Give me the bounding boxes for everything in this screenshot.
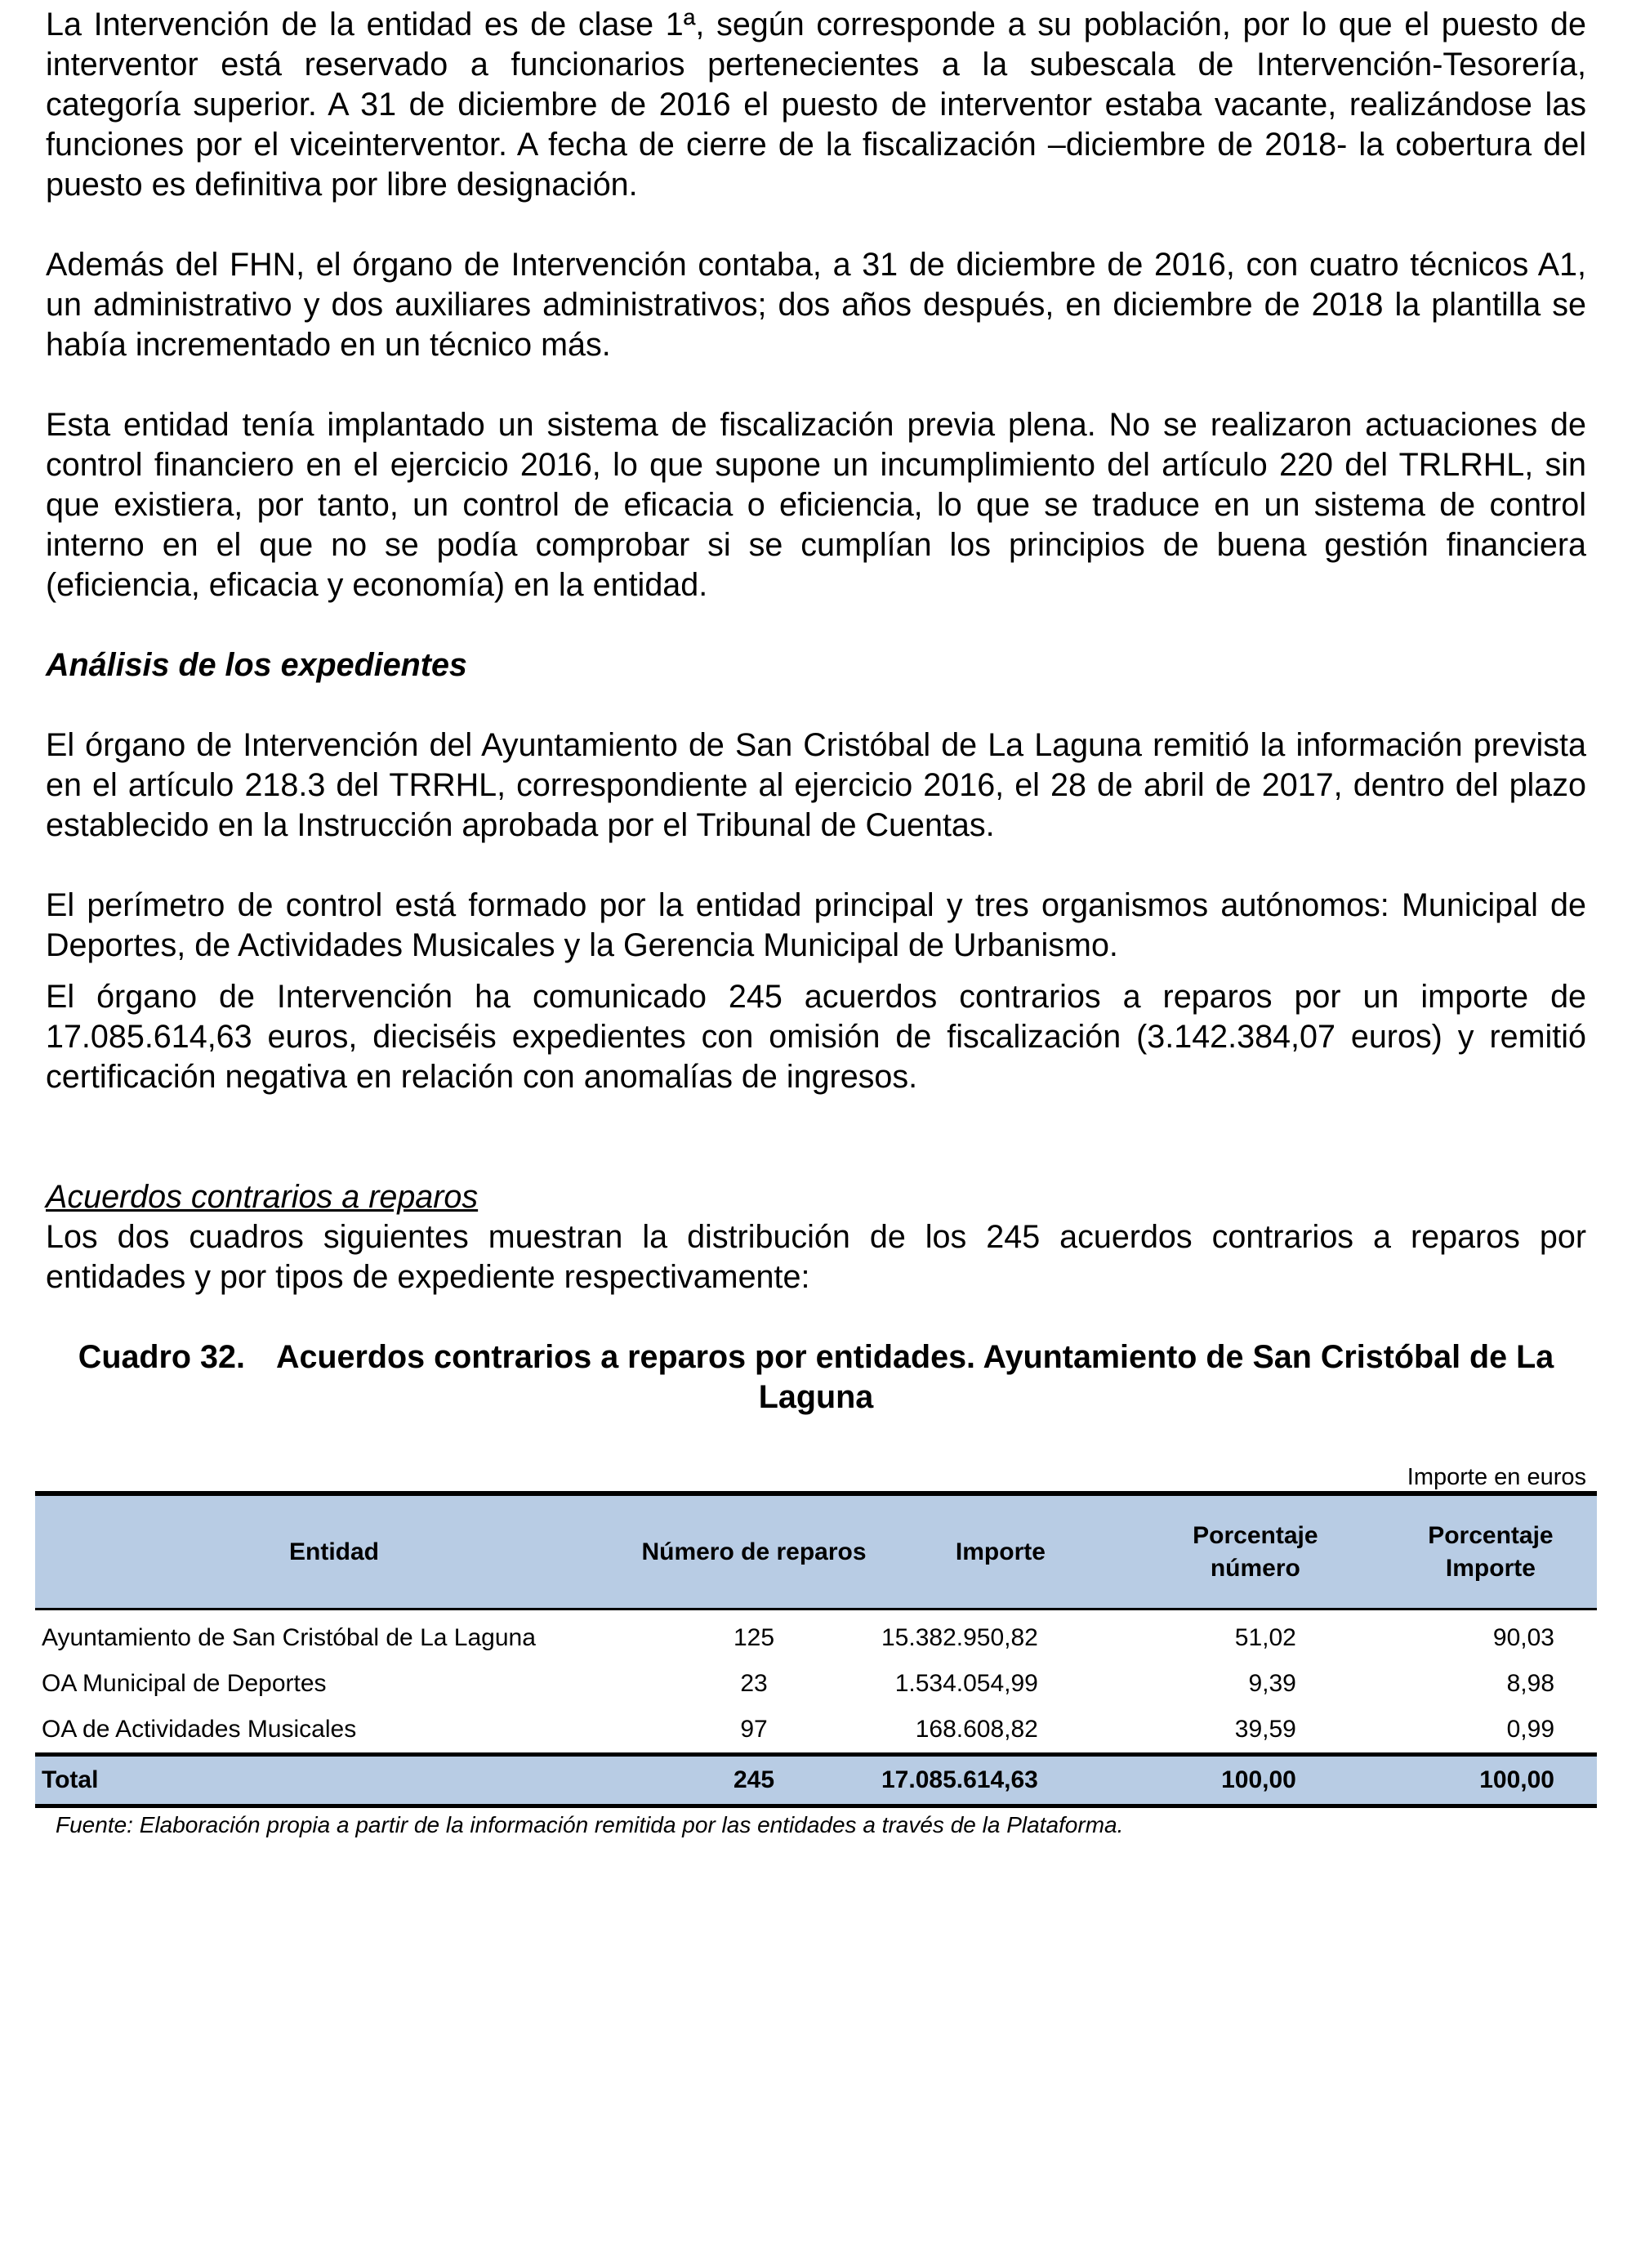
table-row xyxy=(35,1707,1597,1755)
total-pct-importe: 100,00 xyxy=(1385,1755,1597,1806)
cell-importe: 168.608,82 xyxy=(915,1716,1038,1743)
table-row xyxy=(35,1609,1597,1662)
unit-note: Importe en euros xyxy=(1407,1464,1586,1490)
header-entidad: Entidad xyxy=(35,1493,633,1609)
total-importe: 17.085.614,63 xyxy=(875,1755,1126,1806)
document-page xyxy=(42,0,1586,1839)
cell-numero: 97 xyxy=(740,1716,768,1743)
header-porcentaje-importe-line2: Importe xyxy=(1445,1554,1536,1582)
table-caption-text: Acuerdos contrarios a reparos por entidades. Ayuntamiento de San Cristóbal de La Laguna xyxy=(275,1339,1554,1415)
header-porcentaje-importe xyxy=(1385,1493,1597,1609)
cell-entidad: OA de Actividades Musicales xyxy=(42,1716,357,1743)
cell-entidad: OA Municipal de Deportes xyxy=(42,1670,327,1697)
table-row xyxy=(35,1661,1597,1707)
header-porcentaje-importe-line1: Porcentaje xyxy=(1428,1521,1554,1549)
cell-numero: 23 xyxy=(740,1670,768,1697)
total-pct-numero: 100,00 xyxy=(1126,1755,1385,1806)
paragraph-intervencion-clase: La Intervención de la entidad es de clase 1ª, según corresponde a su población, por lo que el puesto de interventor está reservado a funcionarios pertenecientes a la subescala de Intervención-Tesorería, categoría superior. A 31 de diciembre de 2016 el puesto de interventor estaba vacante, realizándose las funciones por el viceinterventor. A fecha de cierre de la fiscalización –diciembre de 2018- la cobertura del puesto es definitiva por libre designación. xyxy=(46,7,1586,203)
cell-pct-numero: 51,02 xyxy=(1234,1624,1296,1651)
cell-pct-importe: 90,03 xyxy=(1492,1624,1554,1651)
header-porcentaje-numero-line2: número xyxy=(1210,1554,1300,1582)
paragraph-cuadros-siguientes: Los dos cuadros siguientes muestran la distribución de los 245 acuerdos contrarios a reparos por entidades y por tipos de expediente respectivamente: xyxy=(46,1219,1586,1295)
table-total-row xyxy=(35,1755,1597,1806)
cell-numero: 125 xyxy=(733,1624,775,1651)
cell-pct-numero: 39,59 xyxy=(1234,1716,1296,1743)
cell-entidad: Ayuntamiento de San Cristóbal de La Laguna xyxy=(42,1624,536,1651)
header-porcentaje-numero-line1: Porcentaje xyxy=(1193,1521,1318,1549)
paragraph-acuerdos-comunicados: El órgano de Intervención ha comunicado 245 acuerdos contrarios a reparos por un importe de 17.085.614,63 euros, dieciséis expedientes con omisión de fiscalización (3.142.384,07 euros) y remitió certificación negativa en relación con anomalías de ingresos. xyxy=(46,979,1586,1095)
header-porcentaje-numero xyxy=(1126,1493,1385,1609)
cell-importe: 15.382.950,82 xyxy=(881,1624,1038,1651)
reparos-table xyxy=(35,1491,1597,1808)
section-heading-analisis: Análisis de los expedientes xyxy=(46,647,467,683)
cell-pct-importe: 0,99 xyxy=(1506,1716,1554,1743)
paragraph-remision-informacion: El órgano de Intervención del Ayuntamiento de San Cristóbal de La Laguna remitió la información prevista en el artículo 218.3 del TRRHL, correspondiente al ejercicio 2016, el 28 de abril de 2017, dentro del plazo establecido en la Instrucción aprobada por el Tribunal de Cuentas. xyxy=(46,727,1586,843)
header-numero-reparos: Número de reparos xyxy=(633,1493,875,1609)
paragraph-perimetro-control: El perímetro de control está formado por la entidad principal y tres organismos autónomos: Municipal de Deportes, de Actividades Musicales y la Gerencia Municipal de Urbanismo. xyxy=(46,887,1586,963)
paragraph-plantilla: Además del FHN, el órgano de Intervención contaba, a 31 de diciembre de 2016, con cuatro técnicos A1, un administrativo y dos auxiliares administrativos; dos años después, en diciembre de 2018 la plantilla se había incrementado en un técnico más. xyxy=(46,247,1586,363)
total-numero: 245 xyxy=(633,1755,875,1806)
table-header-row xyxy=(35,1493,1597,1609)
cell-pct-importe: 8,98 xyxy=(1506,1670,1554,1697)
cell-pct-numero: 9,39 xyxy=(1248,1670,1296,1697)
paragraph-fiscalizacion-previa: Esta entidad tenía implantado un sistema de fiscalización previa plena. No se realizaron actuaciones de control financiero en el ejercicio 2016, lo que supone un incumplimiento del artículo 220 del TRLRHL, sin que existiera, por tanto, un control de eficacia o eficiencia, lo que se traduce en un sistema de control interno en el que no se podía comprobar si se cumplían los principios de buena gestión financiera (eficiencia, eficacia y economía) en la entidad. xyxy=(46,407,1586,603)
table-caption xyxy=(46,1337,1586,1418)
table-source-note: Fuente: Elaboración propia a partir de la información remitida por las entidades a través de la Plataforma. xyxy=(56,1812,1124,1837)
subsection-heading-acuerdos: Acuerdos contrarios a reparos xyxy=(46,1179,479,1215)
header-importe: Importe xyxy=(875,1493,1126,1609)
total-entidad: Total xyxy=(35,1755,633,1806)
table-caption-label: Cuadro 32. xyxy=(78,1339,245,1375)
cell-importe: 1.534.054,99 xyxy=(894,1670,1038,1697)
